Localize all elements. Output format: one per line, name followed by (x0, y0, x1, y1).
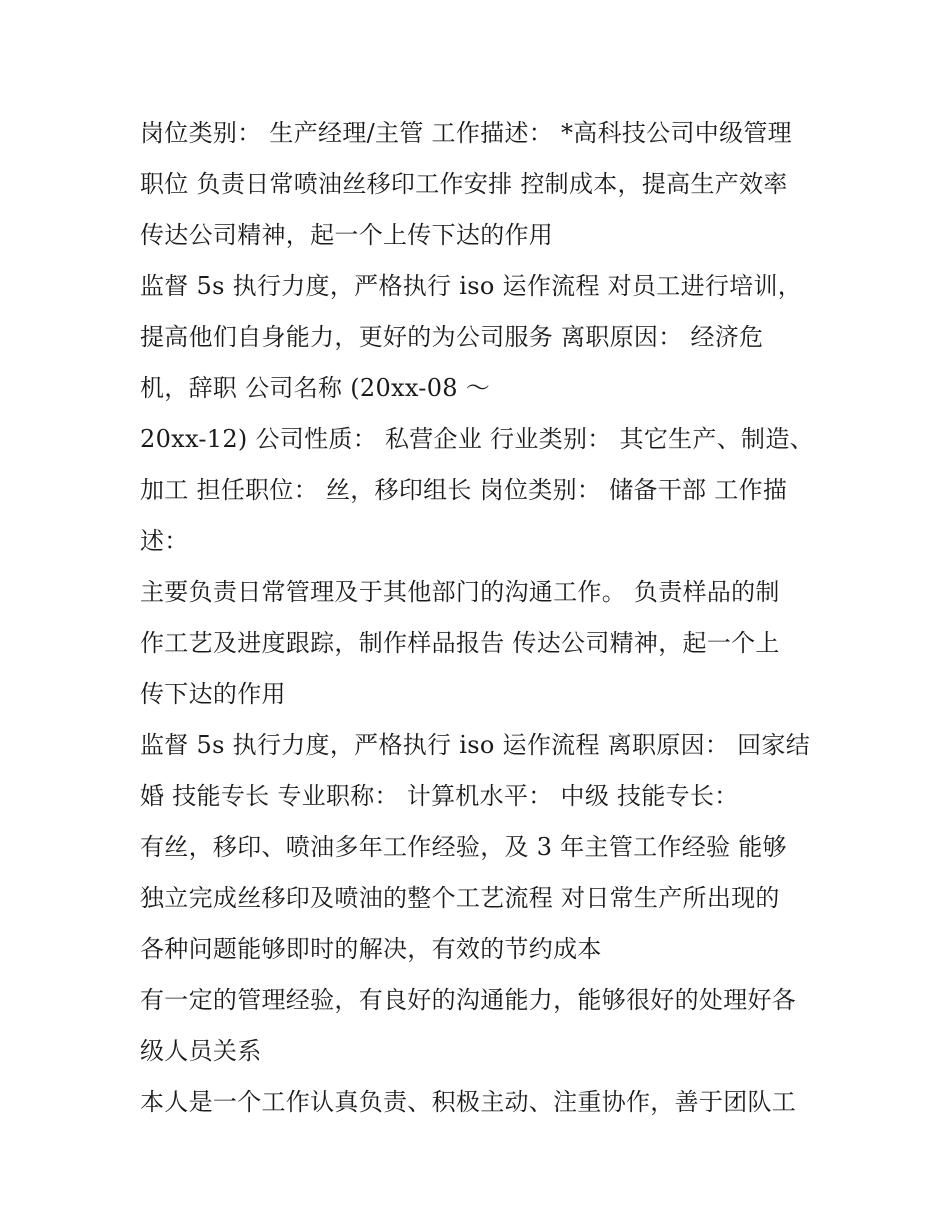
text-line: 20xx-12) 公司性质： 私营企业 行业类别： 其它生产、制造、 (140, 425, 814, 453)
text-line: 传下达的作用 (140, 680, 286, 708)
text-line: 主要负责日常管理及于其他部门的沟通工作。 负责样品的制 (140, 578, 780, 606)
text-line: 提高他们自身能力，更好的为公司服务 离职原因： 经济危 (140, 323, 764, 351)
text-line: 独立完成丝移印及喷油的整个工艺流程 对日常生产所出现的 (140, 884, 780, 912)
text-line: 本人是一个工作认真负责、积极主动、注重协作，善于团队工 (140, 1088, 797, 1116)
text-line: 职位 负责日常喷油丝移印工作安排 控制成本，提高生产效率 (140, 170, 788, 198)
text-line: 有丝，移印、喷油多年工作经验，及 3 年主管工作经验 能够 (140, 833, 787, 861)
text-line: 各种问题能够即时的解决，有效的节约成本 (140, 935, 602, 963)
text-line: 述： (140, 527, 189, 555)
text-line: 作工艺及进度跟踪，制作样品报告 传达公司精神，起一个上 (140, 629, 780, 657)
text-line: 加工 担任职位： 丝，移印组长 岗位类别： 储备干部 工作描 (140, 476, 788, 504)
text-line: 岗位类别： 生产经理/主管 工作描述： *高科技公司中级管理 (140, 119, 792, 147)
text-line: 监督 5s 执行力度，严格执行 iso 运作流程 离职原因： 回家结 (140, 731, 810, 759)
text-line: 有一定的管理经验，有良好的沟通能力，能够很好的处理好各 (140, 986, 797, 1014)
text-line: 婚 技能专长 专业职称： 计算机水平： 中级 技能专长： (140, 782, 739, 810)
text-line: 监督 5s 执行力度，严格执行 iso 运作流程 对员工进行培训， (140, 272, 803, 300)
text-line: 传达公司精神，起一个上传下达的作用 (140, 221, 554, 249)
text-line: 机，辞职 公司名称 (20xx-08 ～ (140, 374, 491, 402)
document-body (140, 108, 820, 1128)
text-line: 级人员关系 (140, 1037, 262, 1065)
